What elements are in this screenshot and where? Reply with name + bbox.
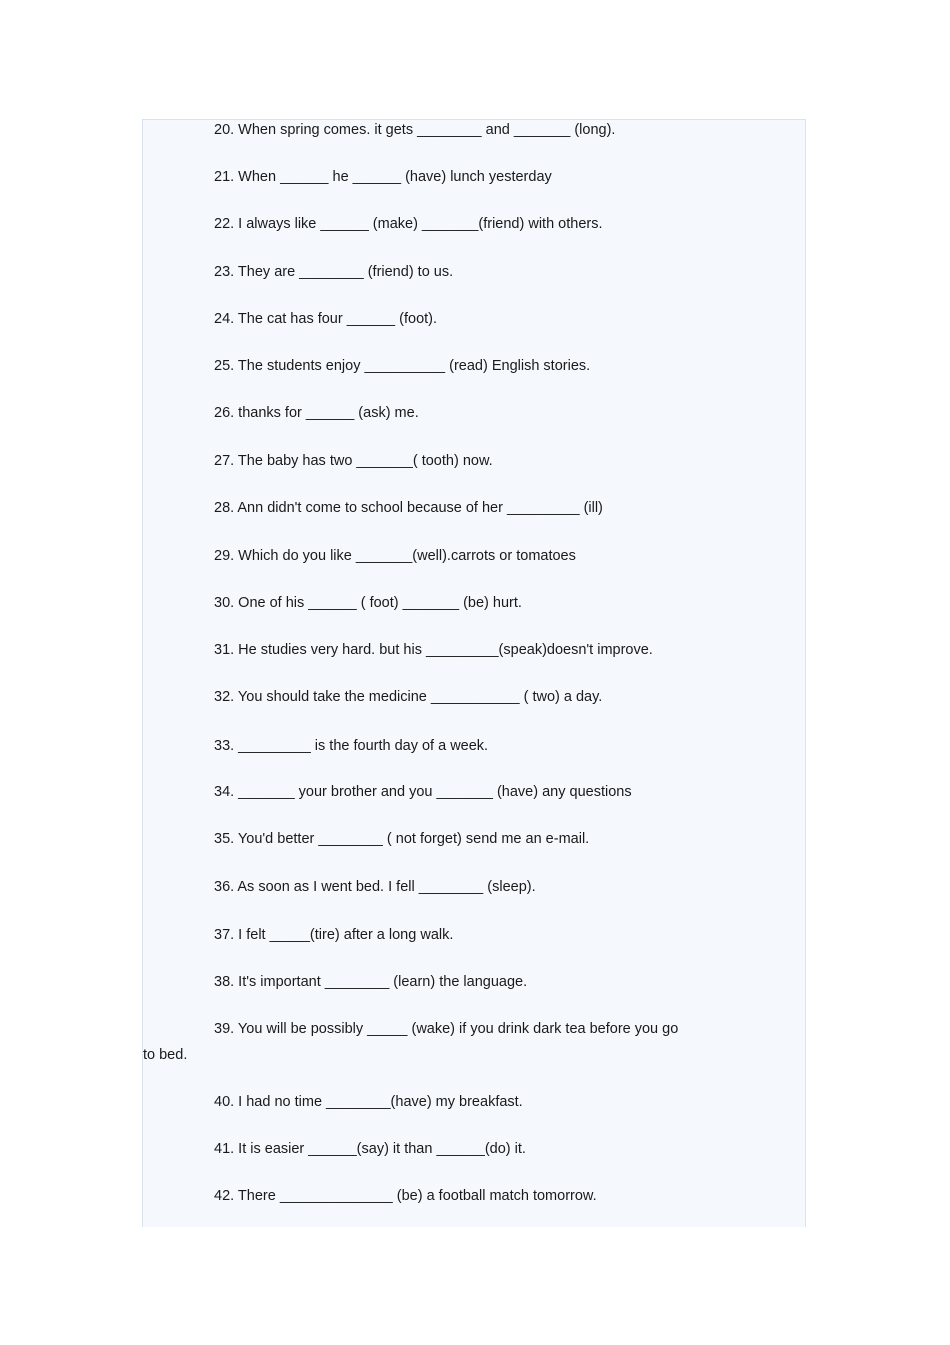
question-25: 25. The students enjoy __________ (read) English stories. (214, 358, 591, 374)
question-36: 36. As soon as I went bed. I fell ________ (sleep). (214, 879, 536, 895)
question-30: 30. One of his ______ ( foot) _______ (be) hurt. (214, 595, 522, 611)
question-27: 27. The baby has two _______( tooth) now. (214, 453, 493, 469)
question-33: 33. _________ is the fourth day of a week. (214, 738, 489, 754)
question-35: 35. You'd better ________ ( not forget) send me an e-mail. (214, 831, 590, 847)
question-32: 32. You should take the medicine ___________ ( two) a day. (214, 689, 603, 705)
question-29: 29. Which do you like _______(well).carrots or tomatoes (214, 548, 576, 564)
question-23: 23. They are ________ (friend) to us. (214, 264, 454, 280)
question-34: 34. _______ your brother and you _______ (have) any questions (214, 784, 632, 800)
question-24: 24. The cat has four ______ (foot). (214, 311, 438, 327)
question-38: 38. It's important ________ (learn) the language. (214, 974, 528, 990)
question-31: 31. He studies very hard. but his _________(speak)doesn't improve. (214, 642, 653, 658)
question-22: 22. I always like ______ (make) _______(friend) with others. (214, 216, 603, 232)
document-panel (142, 119, 806, 1227)
question-20: 20. When spring comes. it gets ________ and _______ (long). (214, 122, 616, 138)
question-41: 41. It is easier ______(say) it than ______(do) it. (214, 1141, 526, 1157)
question-39-continuation: to bed. (143, 1047, 188, 1063)
question-26: 26. thanks for ______ (ask) me. (214, 405, 419, 421)
question-28: 28. Ann didn't come to school because of her _________ (ill) (214, 500, 603, 516)
question-37: 37. I felt _____(tire) after a long walk. (214, 927, 454, 943)
question-39: 39. You will be possibly _____ (wake) if you drink dark tea before you go (214, 1021, 679, 1037)
question-21: 21. When ______ he ______ (have) lunch yesterday (214, 169, 552, 185)
question-40: 40. I had no time ________(have) my breakfast. (214, 1094, 523, 1110)
question-42: 42. There ______________ (be) a football match tomorrow. (214, 1188, 597, 1204)
